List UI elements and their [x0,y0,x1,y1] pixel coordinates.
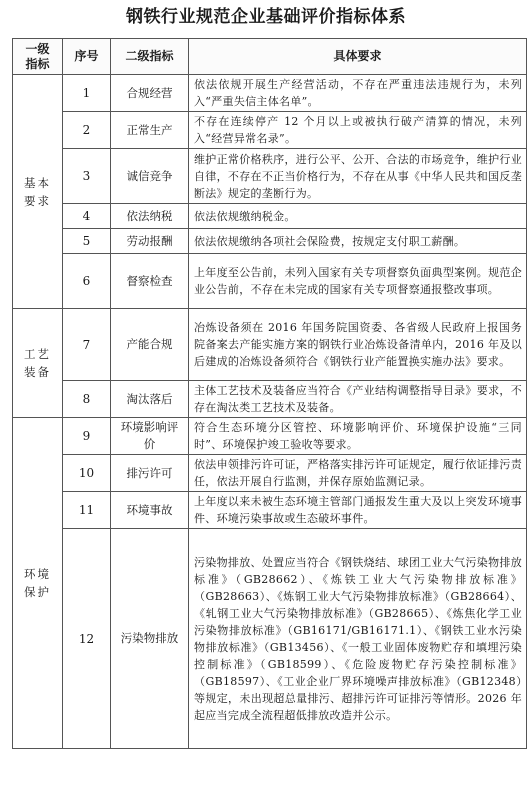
row-seq: 5 [63,229,111,254]
row-requirement: 依法依规缴纳税金。 [189,204,527,229]
table-row [13,529,527,749]
header-level2: 二级指标 [111,39,189,75]
row-name: 正常生产 [111,112,189,149]
table-row [13,149,527,204]
row-name: 环境影响评价 [111,418,189,455]
row-name: 淘汰落后 [111,381,189,418]
row-name: 污染物排放 [111,529,189,749]
row-requirement: 依法依规开展生产经营活动，不存在严重违法违规行为，未列入“严重失信主体名单”。 [189,75,527,112]
table-row [13,309,527,381]
table-row [13,204,527,229]
table-row [13,381,527,418]
table-row [13,418,527,455]
row-seq: 8 [63,381,111,418]
row-seq: 9 [63,418,111,455]
row-name: 产能合规 [111,309,189,381]
row-requirement: 上年度至公告前，未列入国家有关专项督察负面典型案例。规范企业公告前，不存在未完成的国家有关专项督察通报整改事项。 [189,254,527,309]
row-name: 诚信竞争 [111,149,189,204]
table-row [13,229,527,254]
header-requirement: 具体要求 [189,39,527,75]
row-requirement: 冶炼设备须在 2016 年国务院国资委、各省级人民政府上报国务院备案去产能实施方案的钢铁行业冶炼设备清单内，2016 年及以后建成的冶炼设备须符合《钢铁行业产能置换实施办法》要求。 [189,309,527,381]
row-requirement: 不存在连续停产 12 个月以上或被执行破产清算的情况，未列入“经营异常名录”。 [189,112,527,149]
row-seq: 7 [63,309,111,381]
table-row [13,75,527,112]
row-seq: 12 [63,529,111,749]
table-row [13,254,527,309]
category-process-equipment: 工艺 装备 [13,309,63,418]
category-basic: 基本 要求 [13,75,63,309]
row-name: 排污许可 [111,455,189,492]
table-row [13,455,527,492]
row-requirement: 依法申领排污许可证，严格落实排污许可证规定，履行依证排污责任，依法开展自行监测，并保存原始监测记录。 [189,455,527,492]
row-name: 依法纳税 [111,204,189,229]
evaluation-index-table [12,38,527,749]
row-name: 督察检查 [111,254,189,309]
document-title: 钢铁行业规范企业基础评价指标体系 [126,7,406,27]
row-requirement: 上年度以来未被生态环境主管部门通报发生重大及以上突发环境事件、环境污染事故或生态破坏事件。 [189,492,527,529]
row-seq: 10 [63,455,111,492]
row-seq: 2 [63,112,111,149]
row-seq: 4 [63,204,111,229]
row-name: 合规经营 [111,75,189,112]
row-requirement: 主体工艺技术及装备应当符合《产业结构调整指导目录》要求，不存在淘汰类工艺技术及装备。 [189,381,527,418]
header-level1: 一级 指标 [13,39,63,75]
header-seq: 序号 [63,39,111,75]
row-requirement: 污染物排放、处置应当符合《钢铁烧结、球团工业大气污染物排放标准》（GB28662）、《炼铁工业大气污染物排放标准》（GB28663）、《炼钢工业大气污染物排放标准》（GB28664）、《轧钢工业大气污染物排放标准》（GB28665）、《炼焦化学工业污染物排放标准》（GB16171/GB16171.1）、《钢铁工业水污染物排放标准》（GB13456）、《一般工业固体废物贮存和填埋污染控制标准》（GB18599）、《危险废物贮存污染控制标准》（GB18597）、《工业企业厂界环境噪声排放标准》（GB12348）等规定，未出现超总量排污、超排污许可证排污等情形。2026 年起应当完成全流程超低排放改造并公示。 [189,529,527,749]
row-seq: 3 [63,149,111,204]
row-name: 劳动报酬 [111,229,189,254]
row-seq: 1 [63,75,111,112]
row-seq: 6 [63,254,111,309]
row-requirement: 维护正常价格秩序，进行公平、公开、合法的市场竞争，维护行业自律，不存在不正当价格行为，不存在从事《中华人民共和国反垄断法》规定的垄断行为。 [189,149,527,204]
table-row [13,492,527,529]
table-header-row [13,39,527,75]
category-environment: 环境 保护 [13,418,63,749]
row-requirement: 依法依规缴纳各项社会保险费，按规定支付职工薪酬。 [189,229,527,254]
row-seq: 11 [63,492,111,529]
table-row [13,112,527,149]
row-name: 环境事故 [111,492,189,529]
row-requirement: 符合生态环境分区管控、环境影响评价、环境保护设施“三同时”、环境保护竣工验收等要求。 [189,418,527,455]
